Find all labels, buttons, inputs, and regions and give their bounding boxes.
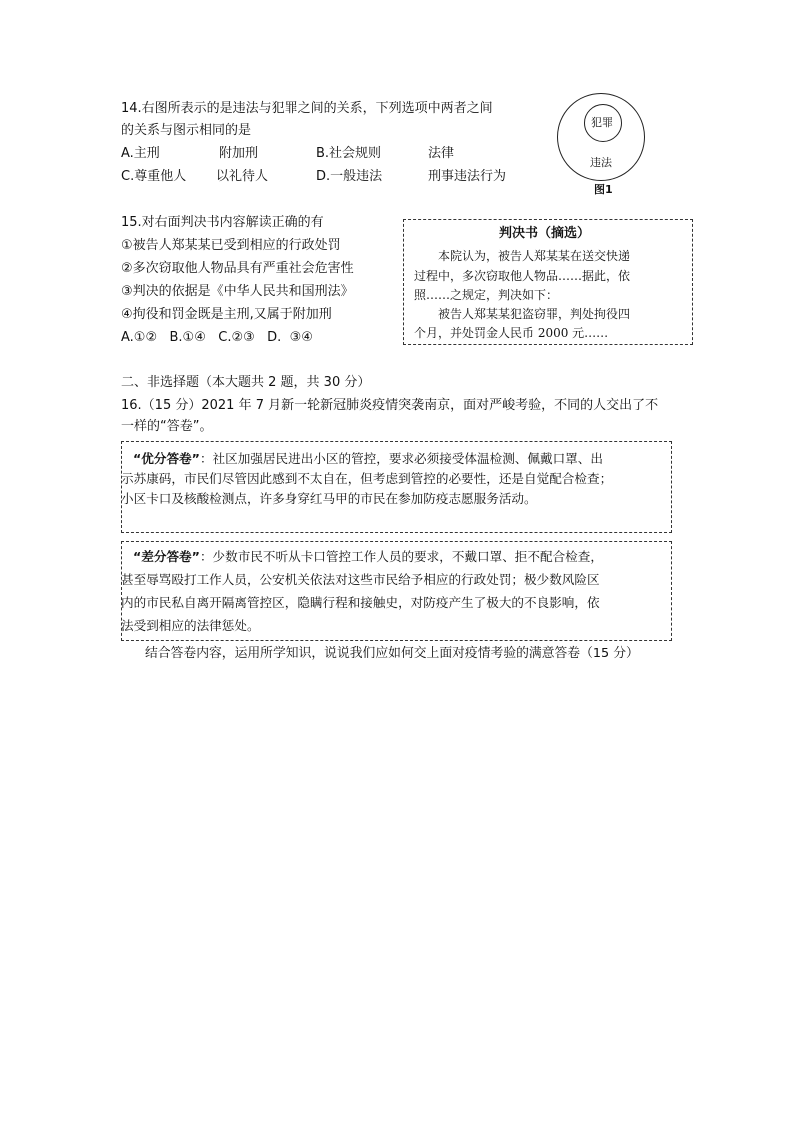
q15-options: A.①② B.①④ C.②③ D. ③④ [121, 330, 313, 345]
bad-answer-line-3: 内的市民私自离开隔离管控区，隐瞒行程和接触史，对防疫产生了极大的不良影响，依 [121, 595, 600, 610]
q14-option-d: D.一般违法 [316, 169, 383, 184]
judgment-line-5: 个月，并处罚金人民币 2000 元…… [414, 326, 609, 340]
diagram-caption: 图1 [594, 183, 613, 196]
q15-item-2: ②多次窃取他人物品具有严重社会危害性 [121, 261, 354, 276]
q16-stem-line2: 一样的“答卷”。 [121, 419, 213, 434]
q14-stem-line2: 的关系与图示相同的是 [121, 123, 252, 138]
good-answer-line-3: 小区卡口及核酸检测点，许多身穿红马甲的市民在参加防疫志愿服务活动。 [121, 491, 537, 506]
q15-item-1: ①被告人郑某某已受到相应的行政处罚 [121, 238, 341, 253]
q14-option-a: A.主刑 [121, 146, 160, 161]
outer-circle-label: 违法 [590, 156, 612, 169]
q14-option-b: B.社会规则 [316, 146, 382, 161]
judgment-line-4: 被告人郑某某犯盗窃罪，判处拘役四 [438, 307, 631, 321]
judgment-title: 判决书（摘选） [499, 226, 591, 241]
q14-option-b-pair: 法律 [428, 146, 455, 161]
bad-answer-line-2: 甚至辱骂殴打工作人员，公安机关依法对这些市民给予相应的行政处罚；极少数风险区 [121, 572, 600, 587]
judgment-line-3: 照……之规定，判决如下： [414, 288, 559, 302]
bad-answer-label: “差分答卷” [133, 549, 200, 564]
section-2-heading: 二、非选择题（本大题共 2 题，共 30 分） [121, 375, 371, 390]
q15-item-3: ③判决的依据是《中华人民共和国刑法》 [121, 284, 354, 299]
good-answer-line-1 [133, 450, 603, 468]
judgment-line-1: 本院认为，被告人郑某某在送交快递 [438, 249, 631, 263]
good-answer-line-2: 示苏康码，市民们尽管因此感到不太自在，但考虑到管控的必要性，还是自觉配合检查； [121, 471, 613, 486]
bad-answer-text-1: ：少数市民不听从卡口管控工作人员的要求，不戴口罩、拒不配合检查， [199, 549, 603, 564]
judgment-line-2: 过程中，多次窃取他人物品……据此，依 [414, 269, 631, 283]
good-answer-label: “优分答卷” [133, 451, 200, 466]
bad-answer-line-4: 法受到相应的法律惩处。 [121, 618, 260, 633]
inner-circle-label: 犯罪 [591, 116, 613, 129]
q14-option-c: C.尊重他人 [121, 169, 187, 184]
q16-question: 结合答卷内容，运用所学知识，说说我们应如何交上面对疫情考验的满意答卷（15 分） [145, 646, 639, 661]
q14-option-d-pair: 刑事违法行为 [428, 169, 507, 184]
q14-stem-line1: 14.右图所表示的是违法与犯罪之间的关系，下列选项中两者之间 [121, 101, 493, 116]
q16-stem-line1: 16.（15 分）2021 年 7 月新一轮新冠肺炎疫情突袭南京，面对严峻考验，不同的人交出了不 [121, 398, 659, 413]
q14-option-c-pair: 以礼待人 [216, 169, 269, 184]
bad-answer-line-1 [133, 548, 603, 566]
good-answer-text-1: ：社区加强居民进出小区的管控，要求必须接受体温检测、佩戴口罩、出 [199, 451, 603, 466]
q15-item-4: ④拘役和罚金既是主刑,又属于附加刑 [121, 307, 332, 322]
q15-stem: 15.对右面判决书内容解读正确的有 [121, 215, 324, 230]
q14-option-a-pair: 附加刑 [219, 146, 259, 161]
